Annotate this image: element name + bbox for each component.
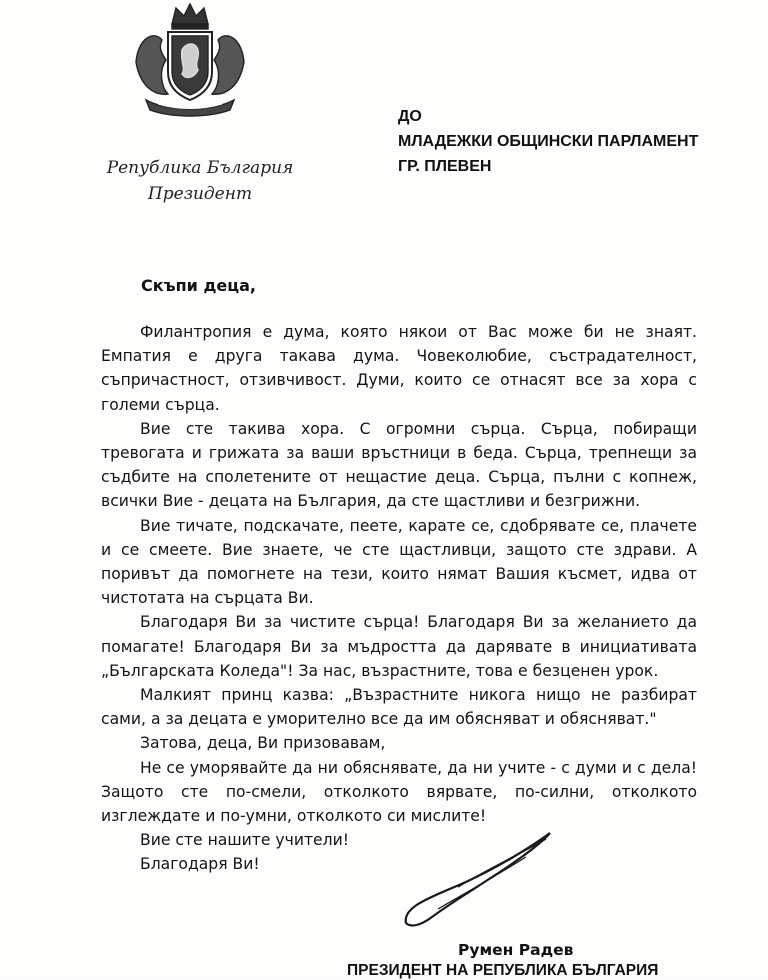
signer-title: ПРЕЗИДЕНТ НА РЕПУБЛИКА БЪЛГАРИЯ [347,962,659,979]
paragraph: Малкият принц казва: „Възрастните никога нищо не разбират сами, а за децата е уморително все да им обясняват и обясняват." [101,686,697,729]
recipient-address [398,104,698,179]
paragraph: Вие сте нашите учители! [140,831,349,850]
letter-body [101,320,697,877]
paragraph: Благодаря Ви! [140,855,260,874]
recipient-city: ГР. ПЛЕВЕН [398,158,492,175]
paragraph: Благодаря Ви за чистите сърца! Благодаря Ви за желанието да помагате! Благодаря Ви за мъдростта да дарявате в инициативата „Българската Коледа"! За нас, възрастните, това е безценен урок. [101,613,697,680]
paragraph: Вие сте такива хора. С огромни сърца. Сърца, побиращи тревогата и грижата за ваши връстници в беда. Сърца, трепнещи за съдбите на сполетените от нещастие деца. Сърца, пълни с копнеж, всички Вие - децата на България, да сте щастливи и безгрижни. [101,419,697,511]
paragraph: Затова, деца, Ви призовавам, [140,734,386,753]
issuer-block [100,155,300,207]
handwritten-signature [398,825,558,935]
issuer-country: Република България [106,158,294,178]
recipient-to: ДО [398,108,422,125]
recipient-organization: МЛАДЕЖКИ ОБЩИНСКИ ПАРЛАМЕНТ [398,133,699,150]
paragraph: Вие тичате, подскачате, пеете, карате се, сдобрявате се, плачете и се смеете. Вие знаете, че сте щастливци, защото сте здрави. А поривът да помогнете на тези, които нямат Вашия късмет, идва от чистотата на сърцата Ви. [101,516,697,608]
signer-name: Румен Радев [458,941,574,959]
paragraph: Не се уморявайте да ни обяснявате, да ни учите - с думи и с дела! Защото сте по-смели, отколкото вярвате, по-силни, отколкото изглеждате и по-умни, отколкото си мислите! [101,758,697,826]
issuer-office: Президент [147,184,253,204]
coat-of-arms-emblem [128,2,252,120]
salutation: Скъпи деца, [141,276,256,295]
paragraph: Филантропия е дума, която някои от Вас може би не знаят. Емпатия е друга такава дума. Човеколюбие, състрадателност, съпричастност, отзивчивост. Думи, които се отнасят все за хора с големи сърца. [101,323,697,414]
